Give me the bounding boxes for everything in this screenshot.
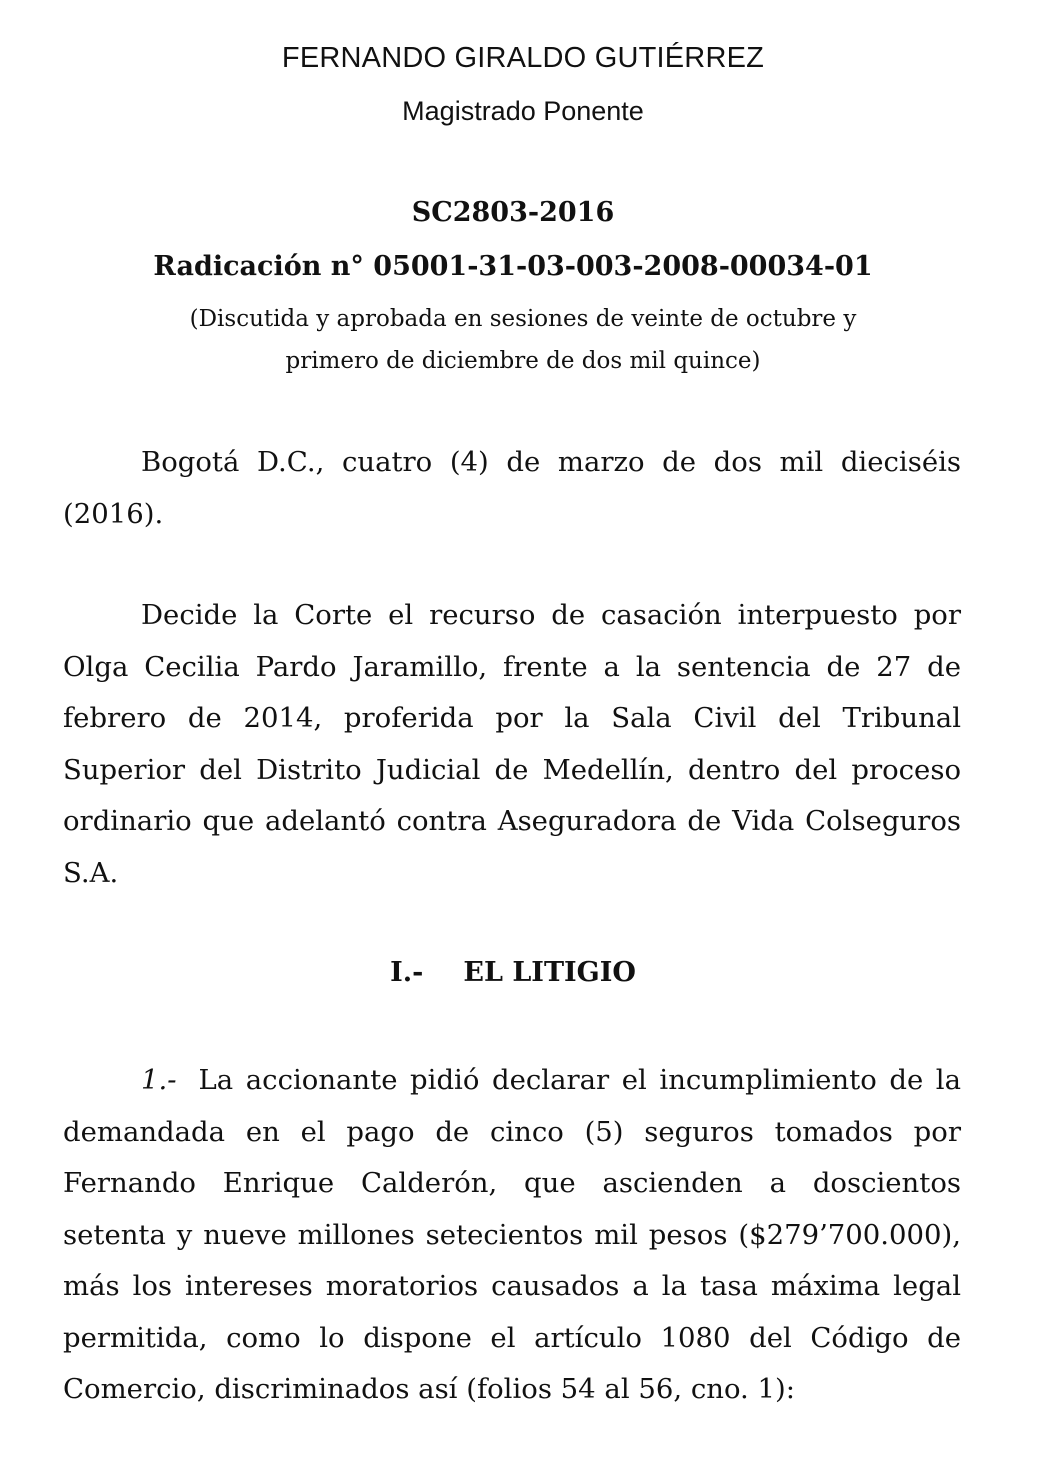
- claim-text: La accionante pidió declarar el incumplimiento de la demandada en el pago de cinco (5) seguros tomados por Fernando Enrique Calderón, que ascienden a doscientos setenta y nueve millones setecientos mil pesos ($279’700.000), más los intereses moratorios causados a la tasa máxima legal permitida, como lo dispone el artículo 1080 del Código de Comercio, discriminados así (folios 54 al 56, cno. 1):: [63, 1064, 961, 1405]
- radicacion-number: Radicación n° 05001-31-03-003-2008-00034-01: [153, 251, 873, 282]
- judge-role: Magistrado Ponente: [402, 96, 644, 126]
- claim-paragraph: [63, 1055, 961, 1416]
- intro-paragraph: [63, 590, 961, 899]
- case-id: SC2803-2016: [411, 197, 615, 228]
- section-number: I.-: [390, 957, 424, 988]
- date-text: Bogotá D.C., cuatro (4) de marzo de dos mil dieciséis (2016).: [63, 446, 961, 530]
- intro-text: Decide la Corte el recurso de casación interpuesto por Olga Cecilia Pardo Jaramillo, frente a la sentencia de 27 de febrero de 2014, proferida por la Sala Civil del Tribunal Superior del Distrito Judicial de Medellín, dentro del proceso ordinario que adelantó contra Aseguradora de Vida Colseguros S.A.: [63, 599, 961, 889]
- judge-name: FERNANDO GIRALDO GUTIÉRREZ: [281, 42, 765, 74]
- section-heading: [0, 957, 1026, 988]
- claim-number: 1.-: [141, 1064, 177, 1096]
- discussion-note-line-1: (Discutida y aprobada en sesiones de veinte de octubre y: [189, 306, 857, 332]
- section-title: EL LITIGIO: [463, 957, 636, 988]
- discussion-note-line-2: primero de diciembre de dos mil quince): [285, 348, 761, 374]
- date-paragraph: [63, 437, 961, 540]
